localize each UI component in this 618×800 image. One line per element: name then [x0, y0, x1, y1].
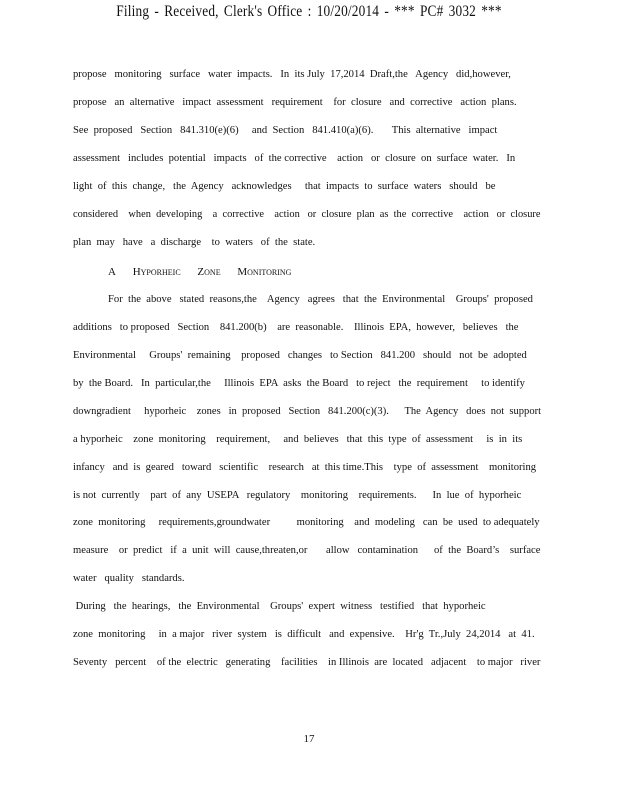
text-line: Seventy percent of the electric generating facilities in Illinois are located adjacent to major river [73, 657, 541, 668]
text-line: propose monitoring surface water impacts. In its July 17,2014 Draft,the Agency did,however, [73, 69, 511, 80]
text-line: During the hearings, the Environmental Groups' expert witness testified that hyporheic [73, 601, 486, 612]
text-line: measure or predict if a unit will cause,threaten,or allow contamination of the Board’s surface [73, 545, 541, 556]
text-line: Environmental Groups' remaining proposed changes to Section 841.200 should not be adopted [73, 350, 527, 361]
text-line: light of this change, the Agency acknowledges that impacts to surface waters should be [73, 181, 496, 192]
heading-letter: A [108, 266, 116, 278]
text-line: a hyporheic zone monitoring requirement, and believes that this type of assessment is in its [73, 434, 523, 445]
heading-rest-2: ONE [204, 268, 221, 277]
text-line: zone monitoring requirements,groundwater monitoring and modeling can be used to adequately [73, 517, 540, 528]
heading-rest-3: ONITORING [247, 268, 292, 277]
section-heading [108, 266, 291, 278]
text-line: zone monitoring in a major river system is difficult and expensive. Hr'g Tr.,July 24,2014 at 41. [73, 629, 535, 640]
text-line: is not currently part of any USEPA regulatory monitoring requirements. In lue of hyporheic [73, 490, 522, 501]
text-line: additions to proposed Section 841.200(b) are reasonable. Illinois EPA, however, believes the [73, 322, 519, 333]
text-line: by the Board. In particular,the Illinois EPA asks the Board to reject the requirement to identify [73, 378, 525, 389]
text-line: plan may have a discharge to waters of the state. [73, 237, 316, 248]
heading-rest-1: YPORHEIC [140, 268, 181, 277]
text-line: considered when developing a corrective action or closure plan as the corrective action or closure [73, 209, 541, 220]
text-line: For the above stated reasons,the Agency agrees that the Environmental Groups' proposed [108, 294, 533, 305]
text-line: water quality standards. [73, 573, 185, 584]
heading-cap-3: M [237, 266, 248, 278]
text-line: downgradient hyporheic zones in proposed Section 841.200(c)(3). The Agency does not support [73, 406, 542, 417]
page-number: 17 [303, 733, 315, 745]
filing-header: Filing - Received, Clerk's Office : 10/20/2014 - *** PC# 3032 *** [116, 3, 502, 20]
text-line: propose an alternative impact assessment requirement for closure and corrective action plans. [73, 97, 517, 108]
heading-cap-1: H [132, 266, 141, 278]
heading-cap-2: Z [197, 266, 205, 278]
text-line: See proposed Section 841.310(e)(6) and Section 841.410(a)(6). This alternative impact [73, 125, 498, 136]
text-line: assessment includes potential impacts of the corrective action or closure on surface water. In [73, 153, 516, 164]
text-line: infancy and is geared toward scientific research at this time.This type of assessment monitoring [73, 462, 537, 473]
